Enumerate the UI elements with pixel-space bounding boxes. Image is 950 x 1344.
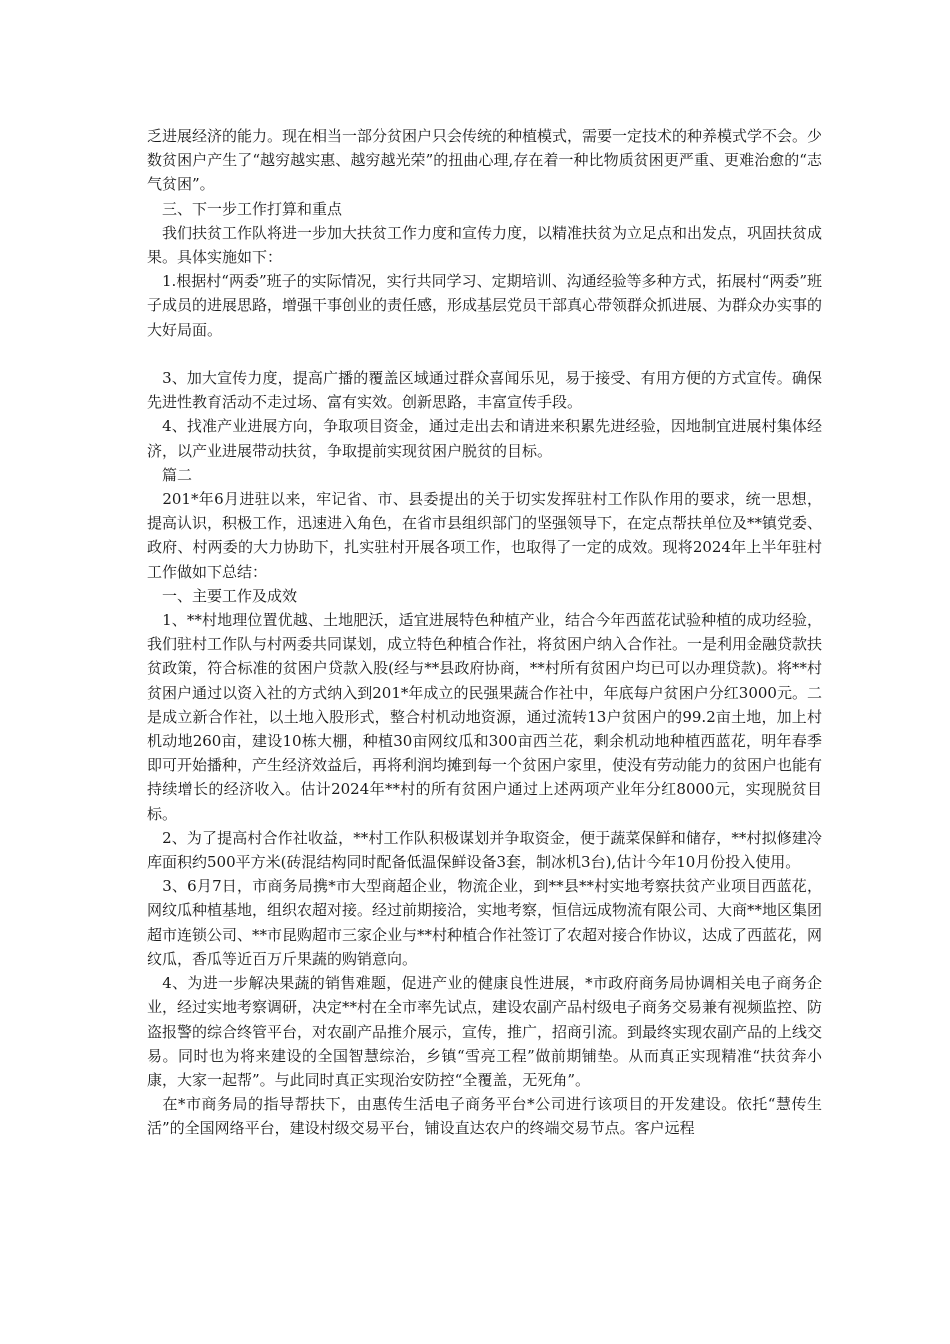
paragraph: 4、为进一步解决果蔬的销售难题，促进产业的健康良性进展，*市政府商务局协调相关电子商务企业，经过实地考察调研，决定**村在全市率先试点，建设农副产品村级电子商务交易兼有视频监控、防盗报警的综合终管平台，对农副产品推介展示，宣传，推广，招商引流。到最终实现农副产品的上线交易。同时也为将来建设的全国智慧综治，乡镇“雪亮工程”做前期铺垫。从而真正实现精准“扶贫奔小康，大家一起帮”。与此同时真正实现治安防控“全覆盖，无死角”。 (147, 974, 823, 1089)
section-heading: 三、下一步工作打算和重点 (147, 199, 343, 218)
paragraph: 在*市商务局的指导帮扶下，由惠传生活电子商务平台*公司进行该项目的开发建设。依托“慧传生活”的全国网络平台，建设村级交易平台，铺设直达农户的终端交易节点。客户远程 (147, 1095, 822, 1138)
paragraph: 我们扶贫工作队将进一步加大扶贫工作力度和宣传力度，以精准扶贫为立足点和出发点，巩固扶贫成果。具体实施如下： (147, 223, 823, 267)
paragraph: 3、加大宣传力度，提高广播的覆盖区域通过群众喜闻乐见，易于接受、有用方便的方式宣传。确保先进性教育活动不走过场、富有实效。创新思路，丰富宣传手段。 (147, 369, 822, 412)
section-heading: 篇二 (147, 465, 193, 484)
paragraph: 2、为了提高村合作社收益，**村工作队积极谋划并争取资金，便于蔬菜保鲜和储存，**村拟修建冷库面积约500平方米(砖混结构同时配备低温保鲜设备3套，制冰机3台),估计今年10月份投入使用。 (147, 828, 822, 872)
paragraph: 乏进展经济的能力。现在相当一部分贫困户只会传统的种植模式，需要一定技术的种养模式学不会。少数贫困户产生了“越穷越实惠、越穷越光荣”的扭曲心理,存在着一种比物质贫困更严重、更难治愈的“志气贫困”。 (147, 127, 823, 194)
section-heading: 一、主要工作及成效 (147, 586, 298, 605)
paragraph: 4、找准产业进展方向，争取项目资金，通过走出去和请进来积累先进经验，因地制宜进展村集体经济，以产业进展带动扶贫，争取提前实现贫困户脱贫的目标。 (147, 417, 822, 460)
blank-line (147, 342, 822, 366)
paragraph: 1、**村地理位置优越、土地肥沃，适宜进展特色种植产业，结合今年西蓝花试验种植的成功经验，我们驻村工作队与村两委共同谋划，成立特色种植合作社，将贫困户纳入合作社。一是利用金融贷款扶贫政策，符合标准的贫困户贷款入股(经与**县政府协商，**村所有贫困户均已可以办理贷款)。将**村贫困户通过以资入社的方式纳入到201*年成立的民强果蔬合作社中，年底每户贫困户分红3000元。二是成立新合作社，以土地入股形式，整合村机动地资源，通过流转13户贫困户的99.2亩土地，加上村机动地260亩，建设10栋大棚，种植30亩网纹瓜和300亩西兰花，剩余机动地种植西蓝花，明年春季即可开始播种，产生经济效益后，再将利润均摊到每一个贫困户家里，使没有劳动能力的贫困户也能有持续增长的经济收入。估计2024年**村的所有贫困户通过上述两项产业年分红8000元，实现脱贫目标。 (147, 611, 823, 823)
paragraph: 1.根据村“两委”班子的实际情况，实行共同学习、定期培训、沟通经验等多种方式，拓展村“两委”班子成员的进展思路，增强干事创业的责任感，形成基层党员干部真心带领群众抓进展、为群众办实事的大好局面。 (147, 272, 823, 339)
document-page (147, 124, 822, 1141)
paragraph: 3、6月7日，市商务局携*市大型商超企业，物流企业，到**县**村实地考察扶贫产业项目西蓝花，网纹瓜种植基地，组织农超对接。经过前期接洽，实地考察，恒信远成物流有限公司、大商**地区集团超市连锁公司、**市昆购超市三家企业与**村种植合作社签订了农超对接合作协议，达成了西蓝花，网纹瓜，香瓜等近百万斤果蔬的购销意向。 (147, 877, 823, 968)
paragraph: 201*年6月进驻以来，牢记省、市、县委提出的关于切实发挥驻村工作队作用的要求，统一思想，提高认识，积极工作，迅速进入角色，在省市县组织部门的坚强领导下，在定点帮扶单位及**镇党委、政府、村两委的大力协助下，扎实驻村开展各项工作，也取得了一定的成效。现将2024年上半年驻村工作做如下总结： (147, 490, 823, 581)
